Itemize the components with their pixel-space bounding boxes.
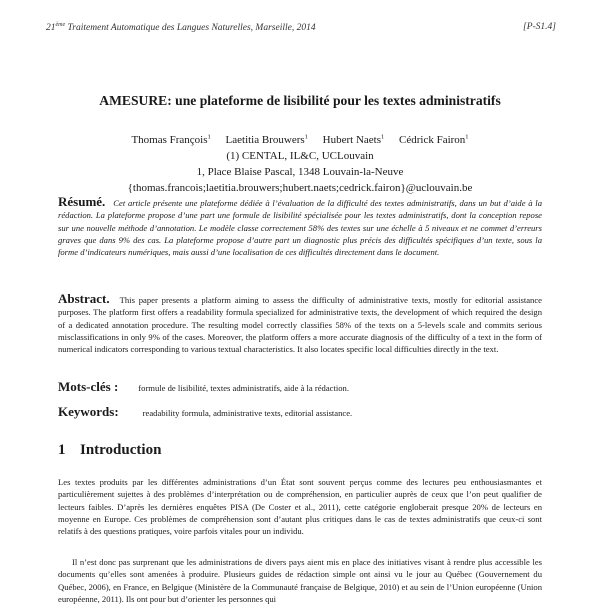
authors-block: [0, 129, 600, 196]
mots-cles-text: formule de lisibilité, textes administratifs, aide à la rédaction.: [138, 383, 350, 393]
author: Cédrick Fairon$^1$: [399, 133, 469, 146]
abstract-text: This paper presents a platform aiming to assess the difficulty of administrative texts, mostly for editorial assistance purposes. The platform first offers a readability formula specialized for administrative texts, the development of which required the design of a dedicated annotation procedure. The resulting model correctly classifies 58% of the texts on a 5-levels scale and commits serious misclassifications in only 9% of the cases. Moreover, the platform offers a more accurate diagnosis of the difficulty of a text in the form of numerical indicators corresponding to various textual characteristics. It also locates specific local difficulties directly in the text.: [58, 295, 542, 355]
address-line: 1, Place Blaise Pascal, 1348 Louvain-la-Neuve: [196, 165, 404, 178]
affiliation-line: (1) CENTAL, IL&C, UCLouvain: [226, 149, 374, 162]
intro-paragraph-1: Les textes produits par les différentes administrations d’un État sont souvent perçus comme des lectures peu enthousiasmantes et particulièrement sujettes à des problèmes d’interprétation ou de compréhension, en particulier auprès de ceux que l’on peut qualifier de lecteurs faibles. D’après les dernières enquêtes PISA (De Coster et al., 2011), cette catégorie engloberait presque 20% de lecteurs en moyenne en Europe. Ces problèmes de compréhension sont d’autant plus critiques dans le cas de textes administratifs que ceux-ci sont relatifs à des questions pratiques, voire parfois vitales pour un individu.: [58, 477, 542, 537]
intro-paragraph-2: Il n’est donc pas surprenant que les administrations de divers pays aient mis en place des initiatives visant à rendre plus accessible les documents qu’elles sont amenées à produire. Plusieurs guides de rédaction simple ont ainsi vu le jour au Québec (Gouvernement du Québec, 2006), en France, en Belgique (Ministère de la Communauté française de Belgique, 2010) et au sein de l’Union européenne (Union européenne, 2011). Ils ont pour but d’orienter les personnes qui: [58, 557, 542, 604]
abstract-heading: Abstract.: [58, 291, 110, 306]
mots-cles-line: [58, 379, 542, 395]
section-number: 1: [58, 442, 66, 458]
author: Thomas François$^1$: [131, 133, 211, 146]
conference-name: 21ème Traitement Automatique des Langues Naturelles, Marseille, 2014: [46, 22, 316, 34]
keywords-heading: Keywords:: [58, 404, 119, 419]
email-line: {thomas.francois;laetitia.brouwers;hubert.naets;cedrick.fairon}@uclouvain.be: [127, 181, 473, 194]
author: Hubert Naets$^1$: [322, 133, 385, 146]
author: Laetitia Brouwers$^1$: [225, 133, 308, 146]
page-reference: [P-S1.4]: [523, 22, 556, 32]
author-list: [0, 129, 600, 148]
abstract-section: [58, 293, 542, 355]
keywords-text: readability formula, administrative texts, editorial assistance.: [142, 408, 353, 418]
resume-heading: Résumé.: [58, 194, 106, 209]
running-header: [46, 22, 556, 33]
keywords-line: [58, 404, 542, 420]
resume-text: Cet article présente une plateforme dédiée à l’évaluation de la difficulté des textes administratifs, dans un but d’aide à la rédaction. La plateforme propose d’une part une formule de lisibilité spécialisée pour les textes administratifs, dont la conception repose sur une nouvelle méthode d’annotation. Le modèle classe correctement 58% des textes sur une échelle à 5 niveaux et ne commet d’erreurs graves que dans 9% des cas. La plateforme propose d’autre part un diagnostic plus précis des difficultés spécifiques d’un texte, sous la forme d’indicateurs numériques, mais aussi d’une localisation de ces difficultés directement dans le document.: [58, 198, 542, 258]
mots-cles-heading: Mots-clés :: [58, 379, 119, 394]
resume-section: [58, 196, 542, 258]
paper-title: AMESURE: une plateforme de lisibilité pour les textes administratifs: [99, 93, 501, 108]
section-title: [58, 442, 161, 459]
section-title-text: Introduction: [80, 442, 162, 458]
